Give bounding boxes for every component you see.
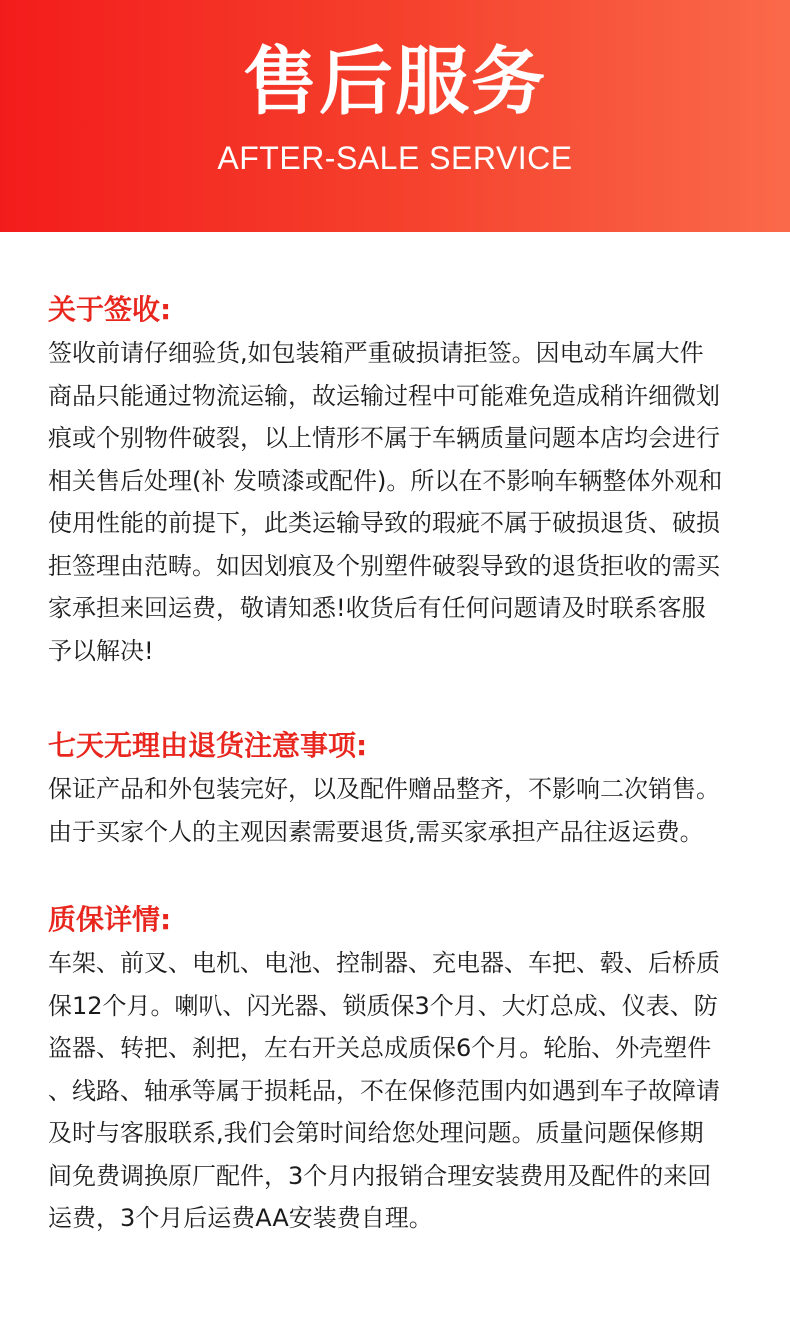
- section-body: [48, 332, 760, 672]
- text-line: 及时与客服联系,我们会第时间给您处理问题。质量问题保修期: [48, 1119, 704, 1147]
- section-seven-day-return: [48, 726, 760, 853]
- text-line: 签收前请仔细验货,如包装箱严重破损请拒签。因电动车属大件: [48, 339, 704, 367]
- text-line: 保证产品和外包装完好，以及配件赠品整齐，不影响二次销售。: [48, 775, 720, 803]
- text-line: 使用性能的前提下，此类运输导致的瑕疵不属于破损退货、破损: [48, 509, 720, 537]
- section-title: 质保详情:: [48, 903, 172, 936]
- text-line: 相关售后处理(补 发喷漆或配件)。所以在不影响车辆整体外观和: [48, 466, 723, 495]
- text-line: 盗器、转把、刹把，左右开关总成质保6个月。轮胎、外壳塑件: [48, 1034, 712, 1062]
- text-line: 拒签理由范畴。如因划痕及个别塑件破裂导致的退货拒收的需买: [48, 551, 720, 580]
- section-title: 关于签收:: [48, 293, 172, 326]
- text-line: 由于买家个人的主观因素需要退货,需买家承担产品往返运费。: [48, 817, 704, 846]
- text-line: 痕或个别物件破裂，以上情形不属于车辆质量问题本店均会进行: [48, 424, 720, 452]
- text-line: 保12个月。喇叭、闪光器、锁质保3个月、大灯总成、仪表、防: [48, 991, 718, 1020]
- text-line: 间免费调换原厂配件，3个月内报销合理安装费用及配件的来回: [48, 1161, 712, 1190]
- section-warranty: [48, 900, 760, 1240]
- section-body: [48, 942, 760, 1240]
- text-line: 车架、前叉、电机、电池、控制器、充电器、车把、毂、后桥质: [48, 949, 720, 977]
- text-line: 家承担来回运费，敬请知悉!收货后有任何问题请及时联系客服: [48, 594, 706, 622]
- text-line: 运费，3个月后运费AA安装费自理。: [48, 1204, 433, 1232]
- page-title: 售后服务: [243, 39, 547, 125]
- header-banner: [0, 0, 790, 232]
- text-line: 、线路、轴承等属于损耗品，不在保修范围内如遇到车子故障请: [48, 1076, 720, 1105]
- page-subtitle: AFTER-SALE SERVICE: [217, 140, 573, 176]
- text-line: 予以解决!: [48, 636, 154, 665]
- section-body: [48, 768, 760, 853]
- text-line: 商品只能通过物流运输，故运输过程中可能难免造成稍许细微划: [48, 381, 720, 410]
- section-signing: [48, 290, 760, 672]
- section-title: 七天无理由退货注意事项:: [48, 729, 368, 762]
